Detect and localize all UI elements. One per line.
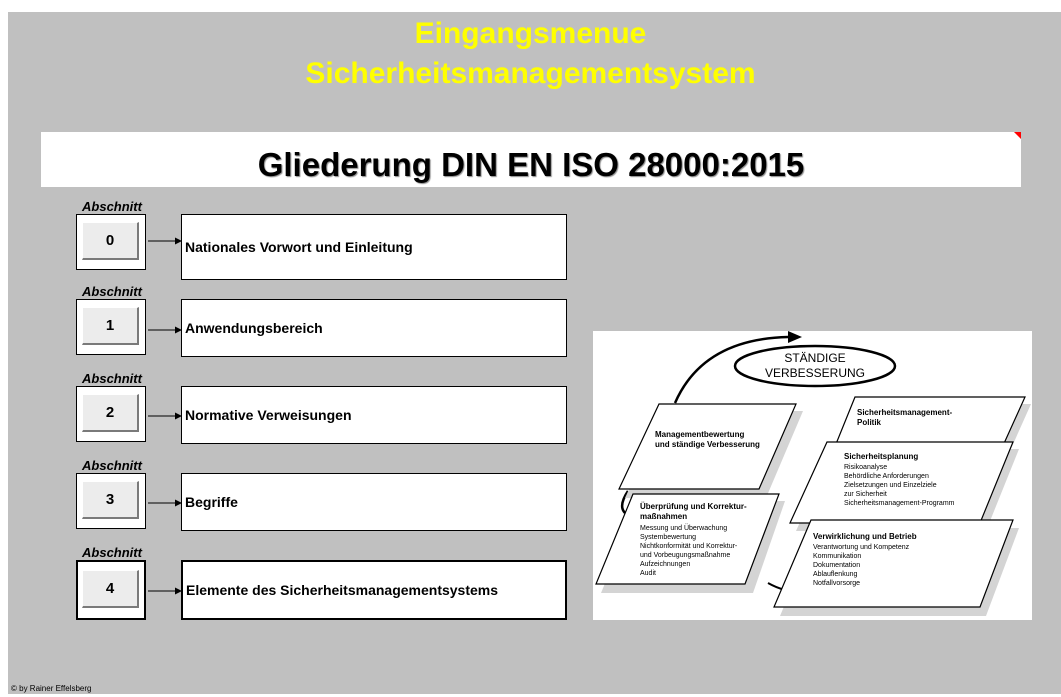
operation-item: Notfallvorsorge [813,580,861,587]
abschnitt-label-0: Abschnitt [82,199,142,214]
abschnitt-label-4: Abschnitt [82,545,142,560]
copyright-credit: © by Rainer Effelsberg [11,684,92,693]
section-frame-4 [76,560,146,620]
section-frame-0 [76,214,146,270]
section-button-4[interactable]: 4 [82,570,139,608]
cycle-title-2: VERBESSERUNG [764,366,866,380]
menu-subtitle: Sicherheitsmanagementsystem [305,57,756,90]
section-button-2[interactable]: 2 [82,394,139,432]
comment-marker [1014,132,1021,139]
operation-item: Verantwortung und Kompetenz [813,544,910,551]
section-frame-3 [76,473,146,529]
abschnitt-label-1: Abschnitt [82,284,142,299]
planning-item: Sicherheitsmanagement-Programm [844,500,955,507]
policy-title-1: Sicherheitsmanagement- [857,408,953,417]
section-link-4[interactable]: Elemente des Sicherheitsmanagementsystems [181,560,567,620]
check-item: Systembewertung [640,534,697,541]
abschnitt-label-2: Abschnitt [82,371,142,386]
arrow-icon [148,411,182,421]
arrow-icon [148,498,182,508]
management-cycle-diagram [593,331,1032,620]
section-button-3[interactable]: 3 [82,481,139,519]
check-item: Audit [640,570,656,577]
section-link-0[interactable]: Nationales Vorwort und Einleitung [181,214,567,280]
check-item: Aufzeichnungen [640,561,691,568]
section-button-0[interactable]: 0 [82,222,139,260]
review-title-2: und ständige Verbesserung [655,440,760,449]
check-item: und Vorbeugungsmaßnahme [640,552,731,559]
banner-title: Gliederung DIN EN ISO 28000:2015 [257,146,805,183]
section-button-1[interactable]: 1 [82,307,139,345]
operation-item: Dokumentation [813,562,861,569]
operation-item: Ablauflenkung [813,571,858,578]
check-item: Nichtkonformität und Korrektur- [640,543,738,550]
planning-item: Risikoanalyse [844,464,888,471]
planning-item: Behördliche Anforderungen [844,473,929,480]
section-link-1[interactable]: Anwendungsbereich [181,299,567,357]
arrow-icon [148,236,182,246]
section-link-2[interactable]: Normative Verweisungen [181,386,567,444]
cycle-title-1: STÄNDIGE [784,351,846,365]
operation-item: Kommunikation [813,553,862,560]
review-title-1: Managementbewertung [655,430,745,439]
abschnitt-label-3: Abschnitt [82,458,142,473]
cycle-arrowhead [788,331,802,343]
section-frame-2 [76,386,146,442]
planning-item: Zielsetzungen und Einzelziele [844,482,937,489]
structure-banner [41,132,1021,187]
arrow-icon [148,325,182,335]
section-link-3[interactable]: Begriffe [181,473,567,531]
section-frame-1 [76,299,146,355]
planning-item: zur Sicherheit [844,491,887,498]
check-title-1: Überprüfung und Korrektur- [640,502,747,511]
menu-title: Eingangsmenue [414,17,647,50]
policy-title-2: Politik [857,418,882,427]
check-title-2: maßnahmen [640,512,688,521]
planning-title: Sicherheitsplanung [844,452,919,461]
arrow-icon [148,586,182,596]
operation-title: Verwirklichung und Betrieb [813,532,917,541]
check-item: Messung und Überwachung [640,525,728,532]
